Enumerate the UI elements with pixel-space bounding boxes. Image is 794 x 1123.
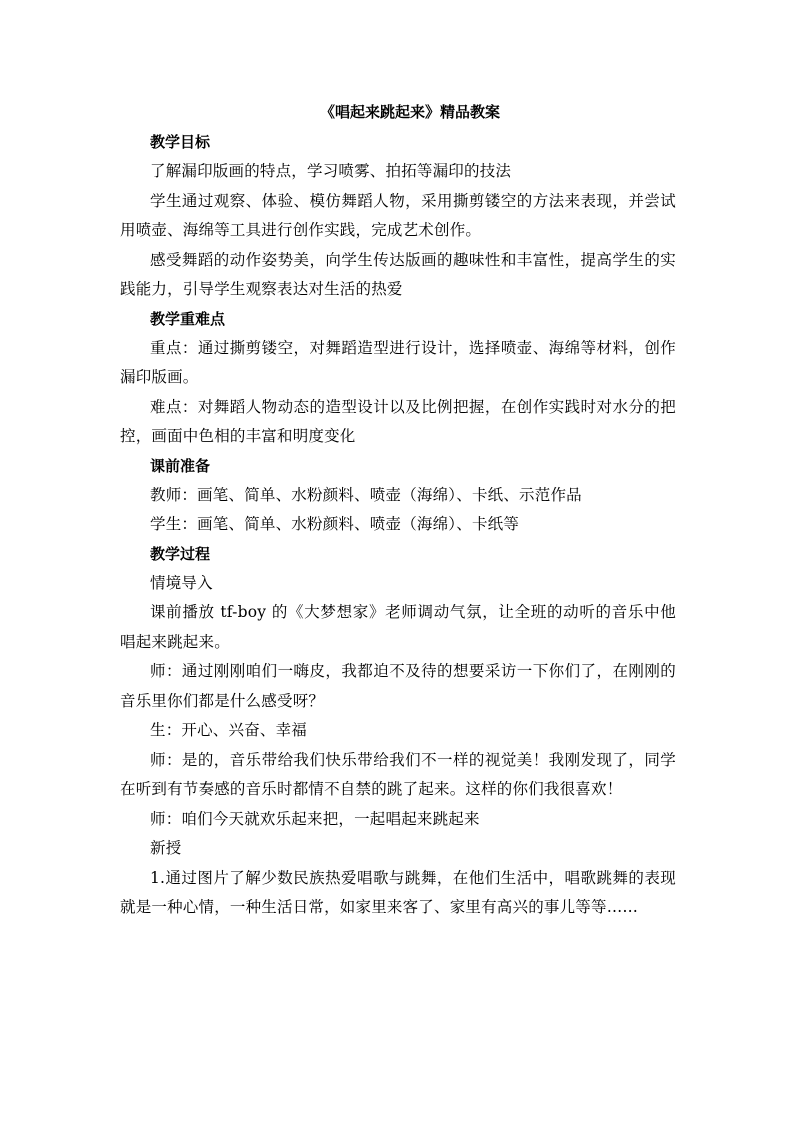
paragraph: 难点：对舞蹈人物动态的造型设计以及比例把握，在创作实践时对水分的把控，画面中色相的丰富和明度变化 <box>120 397 676 445</box>
paragraph: 了解漏印版画的特点，学习喷雾、拍拓等漏印的技法 <box>150 162 512 180</box>
section-heading-objectives: 教学目标 <box>150 133 211 151</box>
paragraph: 教师：画笔、简单、水粉颜料、喷壶（海绵）、卡纸、示范作品 <box>150 485 582 504</box>
section-heading-preparation: 课前准备 <box>150 456 211 475</box>
paragraph: 情境导入 <box>150 573 213 592</box>
document-body <box>120 100 676 923</box>
section-heading-process: 教学过程 <box>150 544 211 563</box>
paragraph: 生：开心、兴奋、幸福 <box>150 721 308 739</box>
paragraph: 学生通过观察、体验、模仿舞蹈人物，采用撕剪镂空的方法来表现，并尝试用喷壶、海绵等工具进行创作实践，完成艺术创作。 <box>120 191 676 239</box>
section-heading-key-points: 教学重难点 <box>150 309 226 328</box>
paragraph: 课前播放 tf-boy 的《大梦想家》老师调动气氛，让全班的动听的音乐中他唱起来跳起来。 <box>120 603 676 651</box>
paragraph: 师：通过刚刚咱们一嗨皮，我都迫不及待的想要采访一下你们了，在刚刚的音乐里你们都是什么感受呀？ <box>120 662 676 710</box>
paragraph: 感受舞蹈的动作姿势美，向学生传达版画的趣味性和丰富性，提高学生的实践能力，引导学生观察表达对生活的热爱 <box>120 250 676 298</box>
paragraph: 1.通过图片了解少数民族热爱唱歌与跳舞，在他们生活中，唱歌跳舞的表现就是一种心情，一种生活日常，如家里来客了、家里有高兴的事儿等等…… <box>120 868 676 916</box>
paragraph: 师：咱们今天就欢乐起来把，一起唱起来跳起来 <box>150 809 480 828</box>
paragraph: 师：是的，音乐带给我们快乐带给我们不一样的视觉美！我刚发现了，同学在听到有节奏感的音乐时都情不自禁的跳了起来。这样的你们我很喜欢！ <box>120 750 676 798</box>
document-title: 《唱起来跳起来》精品教案 <box>319 103 500 121</box>
paragraph: 新授 <box>150 839 182 857</box>
paragraph: 重点：通过撕剪镂空，对舞蹈造型进行设计，选择喷壶、海绵等材料，创作漏印版画。 <box>120 338 676 386</box>
paragraph: 学生：画笔、简单、水粉颜料、喷壶（海绵）、卡纸等 <box>150 515 520 533</box>
